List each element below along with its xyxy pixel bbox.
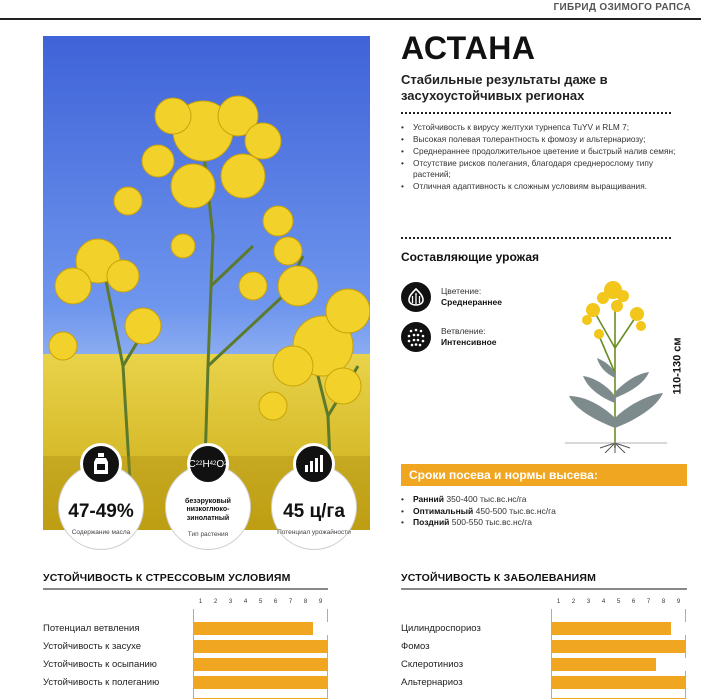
yield-label: Потенциал урожайности [277,529,351,536]
scale-tick: 8 [661,599,666,605]
yield-value: 45 ц/га [283,501,345,522]
feature-item: • Отсутствие рисков полегания, благодаря среднерослому типу растений; [401,158,691,180]
plant-height-label [670,296,686,436]
stress-row-fill [193,676,328,689]
oil-content-label: Содержание масла [71,529,131,536]
formula-o-sub: 2 [224,461,228,467]
scale-tick: 2 [571,599,576,605]
stress-row-fill [193,658,328,671]
sowing-name: Поздний [413,517,450,527]
stress-row-bar [193,676,328,689]
disease-row-label: Фомоз [401,641,430,652]
scale-tick: 7 [288,599,293,605]
flowering-value: Среднераннее [441,297,502,307]
scale-tick: 3 [228,599,233,605]
plant-type-badge [165,458,251,550]
formula-h-sub: 42 [209,461,217,467]
branching-value: Интенсивное [441,337,497,347]
formula-icon [187,443,229,485]
sowing-title-bar: Сроки посева и нормы высева: [401,464,687,486]
disease-row-fill [551,658,656,671]
disease-row-bar [551,622,686,635]
composition-title: Составляющие урожая [401,250,540,264]
plant-illustration [565,278,667,453]
oil-bottle-icon [80,443,122,485]
disease-title-underline [401,588,687,590]
formula-o: O [216,458,225,470]
flower-icon [401,282,431,312]
sowing-name: Оптимальный [413,505,474,516]
feature-item: • Устойчивость к вирусу желтухи турнепса TuYV и RLM 7; [401,122,691,133]
feature-item: • Среднераннее продолжительное цветение и быстрый налив семян; [401,146,691,157]
stress-row-fill [193,640,328,653]
stress-row-label: Устойчивость к осыпанию [43,659,157,670]
stress-row-fill [193,622,313,635]
formula-h: H [202,458,210,470]
branching-label: Ветвление: [441,326,486,336]
sowing-value: 350-400 тыс.вс.нс/га [446,494,527,504]
feature-item: • Высокая полевая толерантность к фомозу и альтернариозу; [401,134,691,145]
sowing-item [401,517,556,529]
feature-item: • Отличная адаптивность к сложным условиям выращивания. [401,181,691,192]
disease-row-label: Альтернариоз [401,677,463,688]
stress-row-label: Устойчивость к засухе [43,641,142,652]
sowing-name: Ранний [413,494,445,504]
stress-title-underline [43,588,328,590]
scale-tick: 2 [213,599,218,605]
disease-title: УСТОЙЧИВОСТЬ К ЗАБОЛЕВАНИЯМ [401,572,597,584]
stress-row-label: Устойчивость к полеганию [43,677,160,688]
product-subtitle: Стабильные результаты даже в засухоустойчивых регионах [401,72,608,103]
scale-tick: 7 [646,599,651,605]
scale-tick: 3 [586,599,591,605]
stress-row-bar [193,658,328,671]
composition-flowering [401,282,502,312]
plant-type-value: безэруковый низкоглюко-зинолатный [185,498,231,522]
disease-row-bar [551,676,686,689]
disease-row-label: Цилиндроспориоз [401,623,481,634]
sowing-item [401,506,556,518]
scale-tick: 6 [631,599,636,605]
scale-tick: 9 [318,599,323,605]
header-divider [0,18,701,20]
yield-chart-icon [293,443,335,485]
product-title: АСТАНА [401,30,536,66]
scale-tick: 1 [198,599,203,605]
stress-scale [193,599,328,605]
scale-tick: 6 [273,599,278,605]
scale-tick: 5 [616,599,621,605]
plant-height-value: 110-130 см [672,337,685,395]
disease-row-label: Склеротиниоз [401,659,464,670]
formula-c-sub: 22 [195,461,203,467]
oil-content-badge [58,464,144,550]
disease-row-fill [551,676,686,689]
oil-content-value: 47-49% [68,501,134,522]
dotted-divider [401,112,671,114]
stress-row-label: Потенциал ветвления [43,623,140,634]
stress-row-bar [193,622,328,635]
dotted-divider [401,237,671,239]
sowing-value: 500-550 тыс.вс.нс/га [451,517,532,527]
disease-scale [551,599,686,605]
formula-c: C [188,458,196,470]
plant-type-label: Тип растения [187,531,229,538]
stress-title: УСТОЙЧИВОСТЬ К СТРЕССОВЫМ УСЛОВИЯМ [43,572,291,584]
branching-dots-icon [401,322,431,352]
flowering-label: Цветение: [441,286,482,296]
stress-row-bar [193,640,328,653]
sowing-list [401,494,556,529]
disease-row-bar [551,640,686,653]
scale-tick: 1 [556,599,561,605]
composition-branching [401,322,497,352]
disease-row-fill [551,622,671,635]
scale-tick: 8 [303,599,308,605]
disease-row-fill [551,640,686,653]
yield-badge [271,464,357,550]
feature-list [401,122,691,193]
sowing-value: 450-500 тыс.вс.нс/га [475,505,556,516]
sowing-item [401,494,556,506]
header-tag: ГИБРИД ОЗИМОГО РАПСА [553,2,691,13]
scale-tick: 4 [243,599,248,605]
disease-row-bar [551,658,686,671]
scale-tick: 5 [258,599,263,605]
scale-tick: 9 [676,599,681,605]
scale-tick: 4 [601,599,606,605]
